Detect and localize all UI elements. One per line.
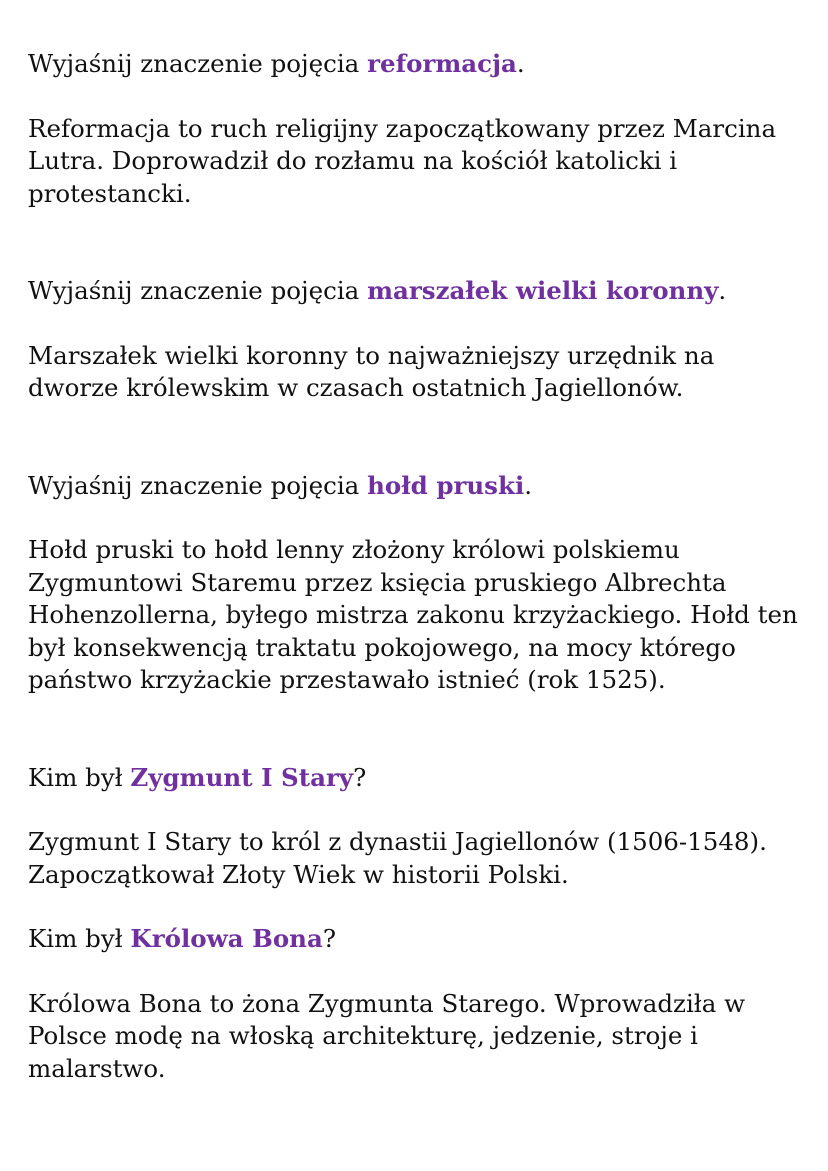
term-zygmunt: Zygmunt I Stary: [130, 762, 354, 792]
answer-bona: Królowa Bona to żona Zygmunta Starego. Wprowadziła w Polsce modę na włoską architekturę, jedzenie, stroje i malarstwo.: [28, 988, 746, 1083]
qa-block-bona: [28, 923, 808, 1085]
document-page: [28, 48, 808, 1085]
question-prefix: Kim był: [28, 924, 131, 953]
answer-reformacja: Reformacja to ruch religijny zapoczątkowany przez Marcina Lutra. Doprowadził do rozłamu na kościół katolicki i protestancki.: [28, 113, 777, 208]
question-hold-pruski: [28, 470, 808, 503]
answer-zygmunt: Zygmunt I Stary to król z dynastii Jagiellonów (1506-1548). Zapoczątkował Złoty Wiek w historii Polski.: [28, 827, 767, 889]
qa-block-hold-pruski: [28, 470, 808, 697]
question-prefix: Wyjaśnij znaczenie pojęcia: [28, 276, 368, 305]
question-suffix: ?: [322, 924, 336, 953]
question-reformacja: [28, 48, 808, 81]
question-zygmunt: [28, 762, 808, 795]
question-suffix: .: [516, 49, 525, 78]
question-suffix: ?: [353, 762, 367, 792]
term-bona: Królowa Bona: [130, 924, 323, 953]
question-prefix: Wyjaśnij znaczenie pojęcia: [28, 470, 368, 500]
answer-hold-pruski: Hołd pruski to hołd lenny złożony królowi polskiemu Zygmuntowi Staremu przez księcia pruskiego Albrechta Hohenzollerna, byłego mistrza zakonu krzyżackiego. Hołd ten był konsekwencją traktatu pokojowego, na mocy którego państwo krzyżackie przestawało istnieć (rok 1525).: [28, 535, 798, 694]
term-hold-pruski: hołd pruski: [367, 470, 525, 500]
question-prefix: Wyjaśnij znaczenie pojęcia: [28, 49, 368, 78]
qa-block-marszalek: [28, 275, 808, 405]
qa-block-reformacja: [28, 48, 808, 210]
question-marszalek: [28, 275, 808, 308]
term-marszalek: marszałek wielki koronny: [367, 276, 719, 305]
qa-block-zygmunt: [28, 762, 808, 892]
question-bona: [28, 923, 808, 956]
question-prefix: Kim był: [28, 762, 131, 792]
answer-marszalek: Marszałek wielki koronny to najważniejszy urzędnik na dworze królewskim w czasach ostatnich Jagiellonów.: [28, 340, 715, 402]
term-reformacja: reformacja: [367, 49, 517, 78]
question-suffix: .: [718, 276, 727, 305]
question-suffix: .: [524, 470, 533, 500]
